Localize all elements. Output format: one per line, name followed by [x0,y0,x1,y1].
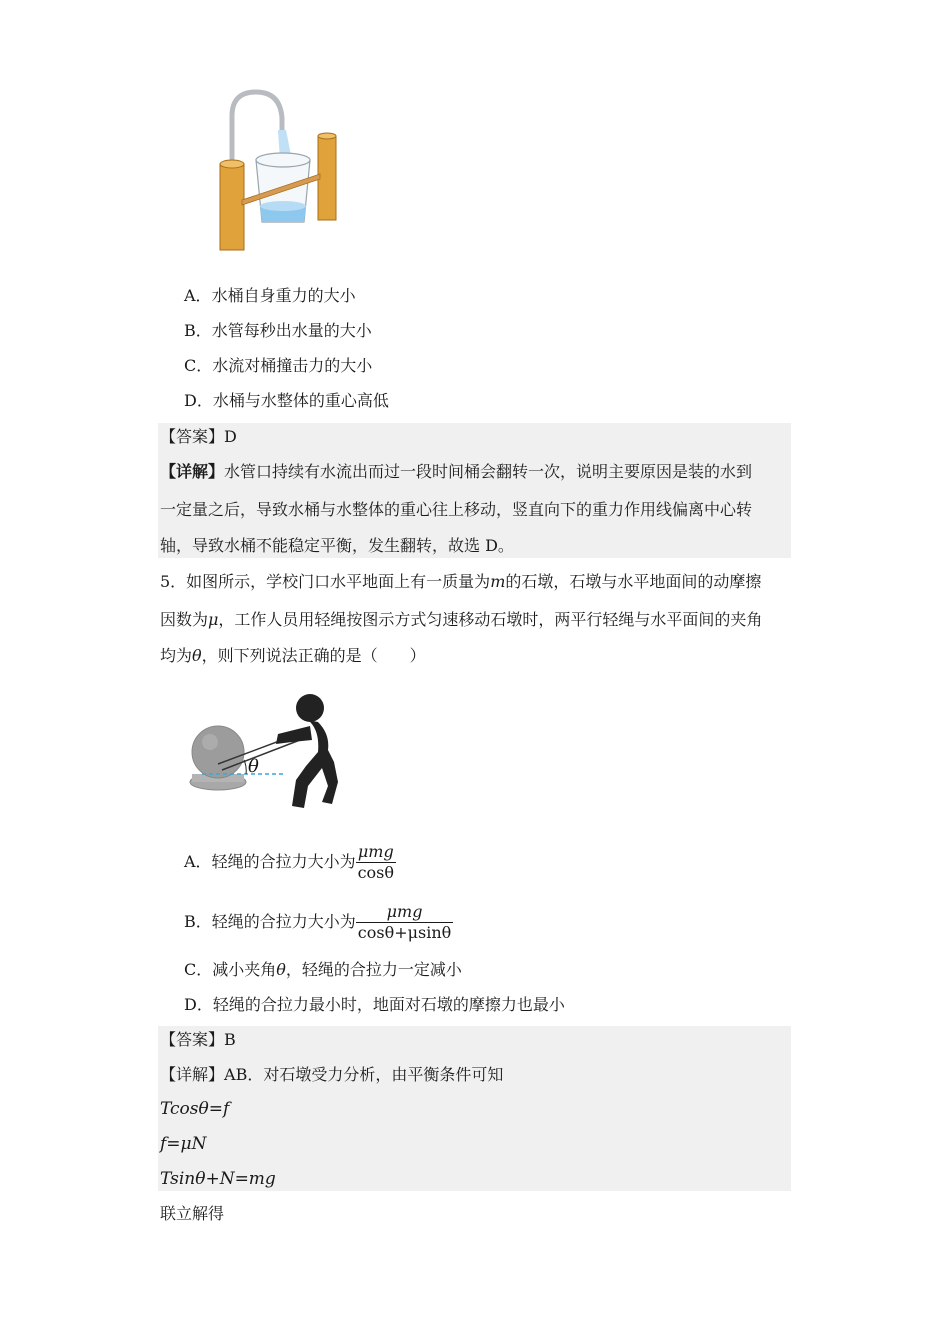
q4-detail-line-2: 一定量之后，导致水桶与水整体的重心往上移动，竖直向下的重力作用线偏离中心转 [160,500,753,519]
person-head [296,694,324,722]
equation-1: Tcosθ=f [160,1099,230,1119]
q5-option-c: C．减小夹角θ，轻绳的合拉力一定减小 [184,960,462,979]
left-post [220,164,244,250]
q4-answer: 【答案】D [160,427,237,446]
equation-2: f=μN [160,1134,207,1154]
q4-option-c: C．水流对桶撞击力的大小 [184,356,373,375]
angle-label: θ [248,756,259,777]
bucket-figure [214,88,344,253]
q5-answer: 【答案】B [160,1030,236,1049]
person-arms [276,726,312,744]
option-a-fraction: $\frac{\text{μmg}}{\cos\theta}$ [357,842,395,882]
stone-ball [192,726,244,778]
q5-stem-line-3: 均为θ，则下列说法正确的是（ ） [160,646,426,665]
q5-option-b: B．轻绳的合拉力大小为 $\frac{\text{μmg}}{\cos\theta+\mu\sin\theta}$ [184,902,452,942]
q4-option-b: B．水管每秒出水量的大小 [184,321,372,340]
q5-answer-block [158,1026,791,1191]
q5-detail: 【详解】AB．对石墩受力分析，由平衡条件可知 [160,1065,504,1084]
q5-stem-line-2: 因数为μ，工作人员用轻绳按图示方式匀速移动石墩时，两平行轻绳与水平面间的夹角 [160,610,763,629]
q4-detail-line-3: 轴，导致水桶不能稳定平衡，发生翻转，故选 D。 [160,536,514,555]
equation-3: Tsinθ+N=mg [160,1169,276,1189]
option-b-fraction: $\frac{\text{μmg}}{\cos\theta+\mu\sin\theta}$ [357,902,452,942]
q4-detail-line-1: 【详解】水管口持续有水流出而过一段时间桶会翻转一次，说明主要原因是装的水到 [160,462,753,481]
angle-arc [244,760,246,774]
q4-option-d: D．水桶与水整体的重心高低 [184,391,389,410]
q5-option-d: D．轻绳的合拉力最小时，地面对石墩的摩擦力也最小 [184,995,565,1014]
q5-stem-line-1: 5．如图所示，学校门口水平地面上有一质量为m的石墩，石墩与水平地面间的动摩擦 [160,572,762,591]
combined-solution-label: 联立解得 [160,1204,225,1223]
q4-option-a: A．水桶自身重力的大小 [184,286,356,305]
stone-pier-figure [188,690,338,812]
q5-option-a: A．轻绳的合拉力大小为 $\frac{\text{μmg}}{\cos\theta}$ [184,842,395,882]
right-post [318,136,336,220]
